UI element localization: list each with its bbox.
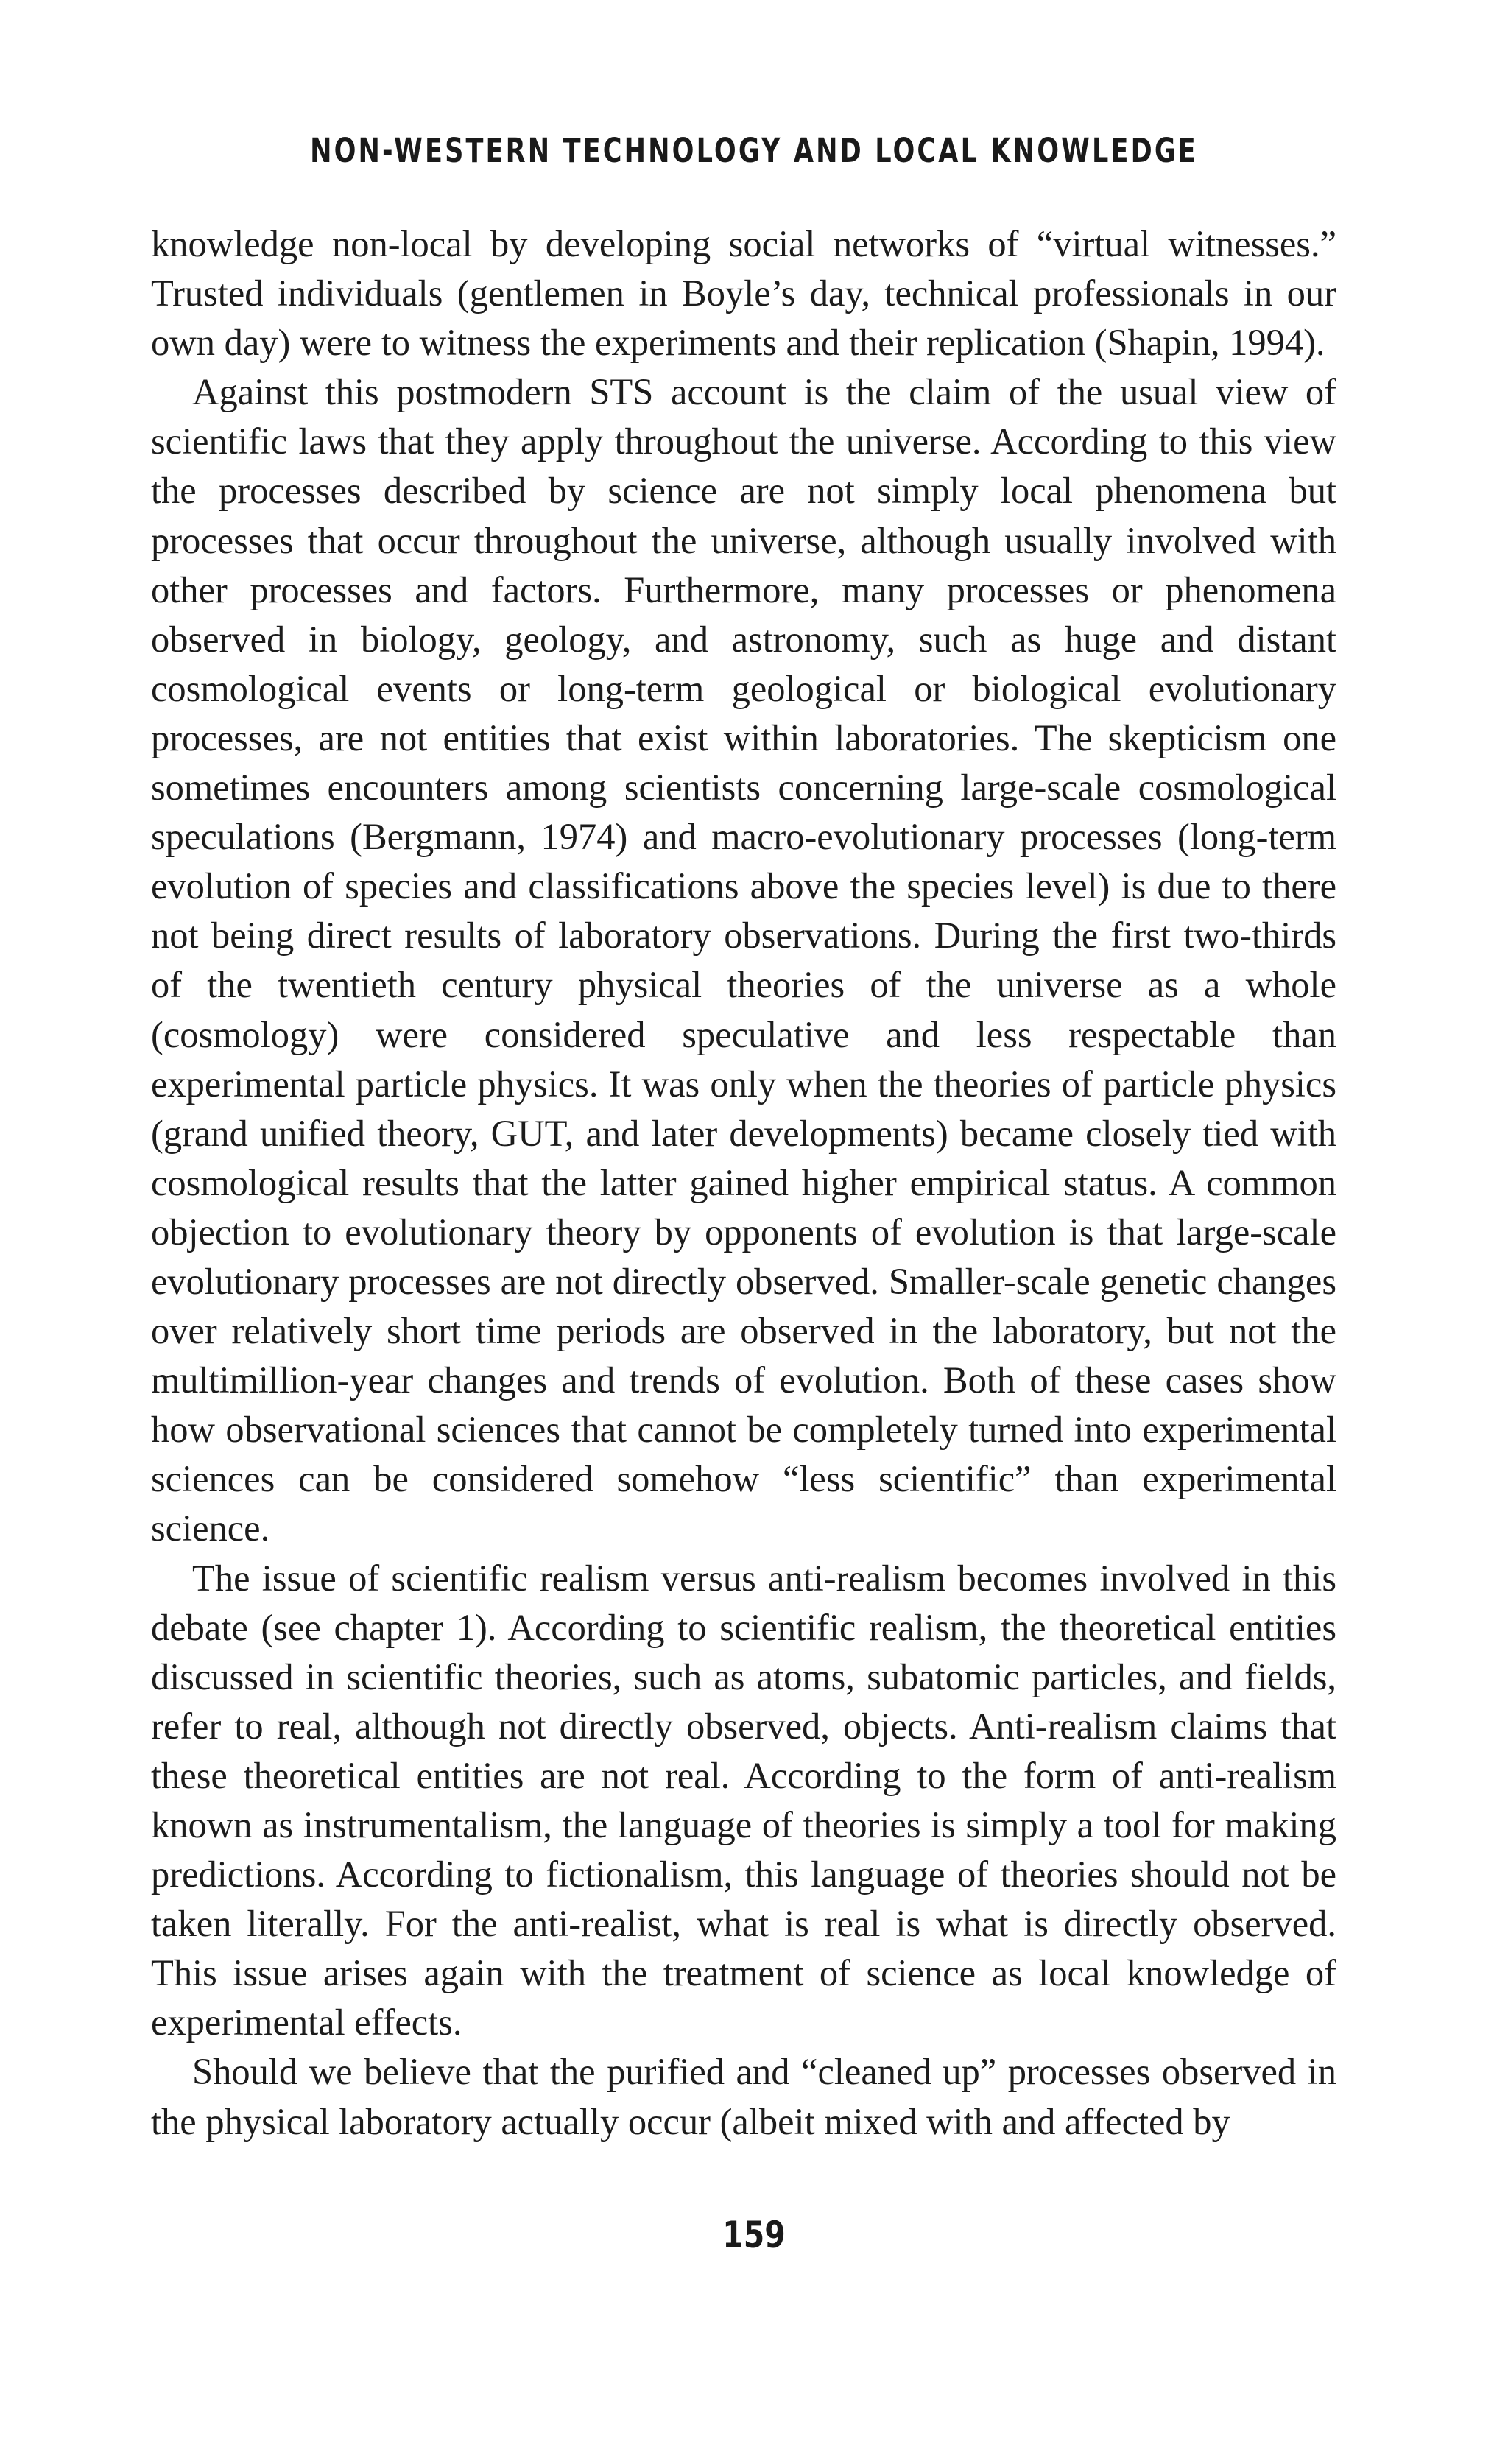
page-number: 159	[722, 2214, 786, 2256]
paragraph-continued: knowledge non-local by developing social networks of “virtual witnesses.” Trusted individuals (gentlemen in Boyle’s day, technical professionals in our own day) were to witness the experiments and their replication (Shapin, 1994).	[151, 223, 1336, 364]
paragraph: The issue of scientific realism versus anti-realism becomes involved in this debate (see chapter 1). According to scientific realism, the theoretical entities discussed in scientific theories, such as atoms, subatomic particles, and fields, refer to real, although not directly observed, objects. Anti-realism claims that these theoretical entities are not real. According to the form of anti-realism known as instrumentalism, the language of theories is simply a tool for making predictions. According to fictionalism, this language of theories should not be taken literally. For the anti-realist, what is real is what is directly observed. This issue arises again with the treatment of science as local knowledge of experimental effects.	[151, 1557, 1336, 2044]
running-head: NON-WESTERN TECHNOLOGY AND LOCAL KNOWLEDGE	[310, 131, 1198, 170]
paragraph: Should we believe that the purified and “cleaned up” processes observed in the physical laboratory actually occur (albeit mixed with and affected by	[151, 2051, 1336, 2142]
paragraph: Against this postmodern STS account is the claim of the usual view of scientific laws that they apply throughout the universe. According to this view the processes described by science are not simply local phenomena but processes that occur throughout the universe, although usually involved with other processes and factors. Furthermore, many processes or phenomena observed in biology, geology, and astronomy, such as huge and distant cosmological events or long-term geological or biological evolutionary processes, are not entities that exist within laboratories. The skepticism one sometimes encounters among scientists concerning large-scale cosmological speculations (Bergmann, 1974) and macro-evolutionary processes (long-term evolution of species and classifications above the species level) is due to there not being direct results of laboratory observations. During the first two-thirds of the twentieth century physical theories of the universe as a whole (cosmology) were considered speculative and less respectable than experimental particle physics. It was only when the theories of particle physics (grand unified theory, GUT, and later developments) became closely tied with cosmological results that the latter gained higher empirical status. A common objection to evolutionary theory by opponents of evolution is that large-scale evolutionary processes are not directly observed. Smaller-scale genetic changes over relatively short time periods are observed in the laboratory, but not the multimillion-year changes and trends of evolution. Both of these cases show how observational sciences that cannot be completely turned into experimental sciences can be considered somehow “less scientific” than experimental science.	[151, 371, 1336, 1549]
body-text	[151, 219, 1336, 2147]
